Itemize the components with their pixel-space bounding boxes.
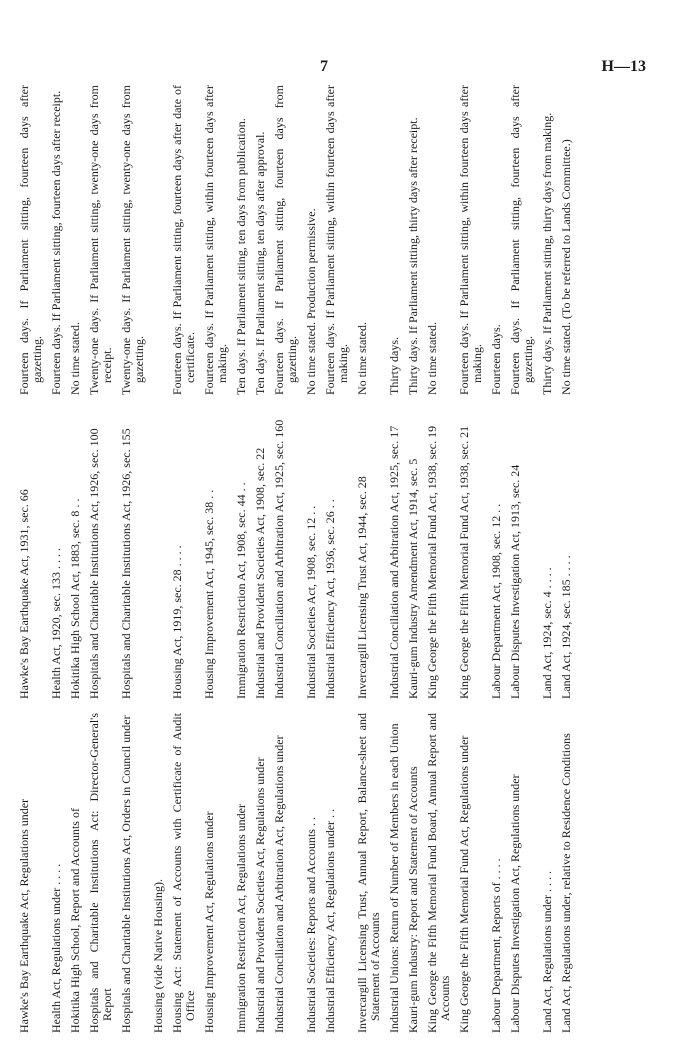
table-cell-subject: Industrial Unions: Return of Number of Members in each Union — [387, 723, 401, 1033]
table-cell-time: No time stated. — [355, 322, 369, 395]
table-cell-subject: Housing (vide Native Housing). — [151, 879, 165, 1033]
table-cell-subject: King George the Fifth Memorial Fund Board, Annual Report and Accounts — [425, 713, 452, 1033]
table-cell-act: Immigration Restriction Act, 1908, sec. 44 . . — [234, 482, 248, 699]
page-header — [0, 58, 700, 82]
table-cell-act: Kauri-gum Industry Amendment Act, 1914, sec. 5 — [406, 458, 420, 699]
document-reference: H—13 — [601, 58, 646, 75]
table-cell-act: Hawke's Bay Earthquake Act, 1931, sec. 66 — [17, 489, 31, 699]
table-cell-act: Housing Act, 1919, sec. 28 . . . . — [170, 545, 184, 699]
table-cell-time: Thirty days. — [387, 337, 401, 395]
table-cell-act: Industrial Conciliation and Arbitration Act, 1925, sec. 17 — [387, 425, 401, 699]
table-cell-subject: Industrial Societies: Reports and Accounts . . — [304, 817, 318, 1033]
table-cell-act: Invercargill Licensing Trust Act, 1944, sec. 28 — [355, 476, 369, 699]
table-cell-act: Hospitals and Charitable Institutions Act, 1926, sec. 100 — [87, 428, 101, 699]
table-cell-time: No time stated. — [425, 322, 439, 395]
table-cell-subject: Housing Improvement Act, Regulations under — [202, 811, 216, 1033]
table-cell-time: Thirty days. If Parliament sitting, thirty days from making. — [540, 112, 554, 395]
table-cell-time: Fourteen days. If Parliament sitting, fourteen days after gazetting. — [508, 85, 535, 395]
table-cell-subject: Industrial Efficiency Act, Regulations under . . — [323, 808, 337, 1033]
table-cell-time: Fourteen days. If Parliament sitting, within fourteen days after making. — [323, 85, 350, 395]
table-cell-time: Fourteen days. If Parliament sitting, within fourteen days after making. — [202, 85, 229, 395]
table-cell-time: Twenty-one days. If Parliament sitting, twenty-one days from receipt. — [87, 85, 114, 395]
legislation-table — [18, 83, 573, 1033]
table-cell-time: Fourteen days. If Parliament sitting, within fourteen days after making. — [457, 85, 484, 395]
table-cell-subject: Industrial and Provident Societies Act, Regulations under — [253, 757, 267, 1033]
table-cell-subject: Industrial Conciliation and Arbitration Act, Regulations under — [272, 735, 286, 1033]
table-cell-time: No time stated. Production permissive. — [304, 208, 318, 395]
table-cell-act: Labour Department Act, 1908, sec. 12 . . — [489, 503, 503, 699]
table-cell-act: Hospitals and Charitable Institutions Act, 1926, sec. 155 — [119, 428, 133, 699]
table-cell-subject: Kauri-gum Industry: Report and Statement of Accounts — [406, 766, 420, 1033]
table-cell-act: Land Act, 1924, sec. 4 . . . . — [540, 567, 554, 699]
table-cell-act: Housing Improvement Act, 1945, sec. 38 . . — [202, 489, 216, 699]
table-cell-time: No time stated. — [68, 322, 82, 395]
table-cell-act: Labour Disputes Investigation Act, 1913, sec. 24 — [508, 464, 522, 699]
table-cell-act: Land Act, 1924, sec. 185 . . . . — [559, 555, 573, 699]
page-number: 7 — [320, 58, 328, 75]
table-cell-time: Fourteen days. If Parliament sitting, fourteen days after date of certificate. — [170, 85, 197, 395]
table-cell-act: Industrial and Provident Societies Act, 1908, sec. 22 — [253, 447, 267, 699]
table-cell-act: Industrial Efficiency Act, 1936, sec. 26 . . — [323, 499, 337, 699]
table-cell-subject: Hawke's Bay Earthquake Act, Regulations under — [17, 798, 31, 1033]
table-cell-time: Ten days. If Parliament sitting, ten days after approval. — [253, 131, 267, 395]
table-cell-time: Ten days. If Parliament sitting, ten days from publication. — [234, 118, 248, 395]
table-cell-subject: Health Act, Regulations under . . . . — [49, 863, 63, 1033]
table-cell-time: No time stated. (To be referred to Lands Committee.) — [559, 139, 573, 395]
table-cell-subject: Housing Act: Statement of Accounts with Certificate of Audit Office — [170, 713, 197, 1033]
table-cell-time: Fourteen days. If Parliament sitting, fourteen days from gazetting. — [272, 85, 299, 395]
table-cell-subject: Land Act, Regulations under . . . . — [540, 871, 554, 1033]
table-cell-subject: King George the Fifth Memorial Fund Act, Regulations under — [457, 735, 471, 1033]
table-cell-subject: Immigration Restriction Act, Regulations under — [234, 804, 248, 1033]
rotated-table — [18, 83, 638, 1033]
table-cell-subject: Labour Disputes Investigation Act, Regulations under — [508, 774, 522, 1033]
table-cell-act: Industrial Societies Act, 1908, sec. 12 . . — [304, 505, 318, 699]
table-cell-act: Industrial Conciliation and Arbitration Act, 1925, sec. 160 — [272, 419, 286, 699]
table-cell-subject: Hokitika High School, Report and Accounts of — [68, 808, 82, 1033]
table-cell-subject: Hospitals and Charitable Institutions Act: Director-General's Report — [87, 713, 114, 1033]
table-cell-subject: Invercargill Licensing Trust, Annual Report, Balance-sheet and Statement of Accounts — [355, 713, 382, 1033]
table-cell-subject: Labour Department, Reports of . . . . — [489, 858, 503, 1033]
table-cell-time — [152, 85, 165, 395]
table-cell-act: King George the Fifth Memorial Fund Act, 1938, sec. 19 — [425, 425, 439, 699]
table-cell-time: Thirty days. If Parliament sitting, thirty days after receipt. — [406, 117, 420, 395]
table-cell-time: Fourteen days. — [489, 324, 503, 395]
table-cell-subject: Hospitals and Charitable Institutions Act, Orders in Council under — [119, 715, 133, 1033]
table-cell-subject: Land Act, Regulations under, relative to Residence Conditions — [559, 733, 573, 1033]
table-cell-act: Hokitika High School Act, 1883, sec. 8 . . — [68, 498, 82, 699]
table-cell-time: Twenty-one days. If Parliament sitting, twenty-one days from gazetting. — [119, 85, 146, 395]
table-cell-time: Fourteen days. If Parliament sitting, fourteen days after receipt. — [49, 90, 63, 395]
table-cell-act: King George the Fifth Memorial Fund Act, 1938, sec. 21 — [457, 425, 471, 699]
table-cell-time: Fourteen days. If Parliament sitting, fourteen days after gazetting. — [17, 85, 44, 395]
table-cell-act — [152, 409, 165, 699]
table-cell-act: Health Act, 1920, sec. 133 . . . . — [49, 548, 63, 699]
